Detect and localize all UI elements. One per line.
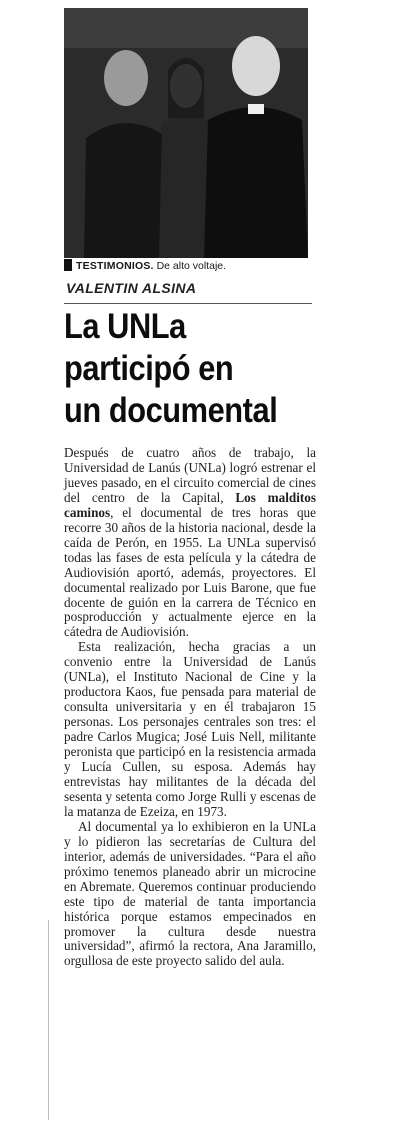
headline-line-2: participó en — [64, 349, 234, 388]
headline-line-1: La UNLa — [64, 307, 186, 346]
article-photo — [64, 8, 308, 258]
article-body — [64, 446, 316, 969]
photo-three-people-icon — [64, 8, 308, 258]
scan-edge-divider — [48, 920, 49, 1120]
paragraph-2: Esta realización, hecha gracias a un convenio entre la Universidad de Lanús (UNLa), el Instituto Nacional de Cine y la productora Kaos, fue pensada para material de consulta universitaria y en él trabajaron 15 personas. Los personajes centrales son tres: el padre Carlos Mugica; José Luis Nell, militante peronista que participó en la resistencia armada y Lucía Cullen, su esposa. Además hay entrevistas hay militantes de la década del sesenta y setenta como Jorge Rulli y escenas de la matanza de Ezeiza, en 1973. — [64, 639, 316, 819]
byline-rule — [64, 303, 312, 304]
photo-caption — [64, 258, 308, 274]
headline-line-3: un documental — [64, 391, 278, 430]
headline — [64, 306, 284, 432]
paragraph-1: Después de cuatro años de trabajo, la Universidad de Lanús (UNLa) logró estrenar el jueves pasado, en el circuito comercial de cines del centro de la Capital, Los malditos caminos, el documental de tres horas que recorre 30 años de la historia nacional, desde la caída de Perón, en 1955. La UNLa supervisó todas las fases de esta película y la cátedra de Audiovisión aportó, además, proyectores. El documental realizado por Luis Barone, que fue docente de guión en la carrera de Técnico en posproducción y actualmente ejerce en la cátedra de Audiovisión. — [64, 445, 316, 640]
paragraph-3: Al documental ya lo exhibieron en la UNLa y lo pidieron las secretarías de Cultura del interior, además de universidades. “Para el año próximo tenemos planeado abrir un microcine en Abremate. Queremos continuar produciendo este tipo de material de tanta importancia histórica porque estamos empecinados en promover la cultura desde nuestra universidad”, afirmó la rectora, Ana Jaramillo, orgullosa de este proyecto salido del aula. — [64, 818, 316, 969]
caption-kicker: TESTIMONIOS. — [76, 260, 154, 272]
caption-bar-icon — [64, 259, 72, 271]
film-title: Los malditos caminos — [64, 489, 316, 520]
caption-text: De alto voltaje. — [156, 260, 227, 272]
byline: VALENTIN ALSINA — [66, 280, 197, 296]
